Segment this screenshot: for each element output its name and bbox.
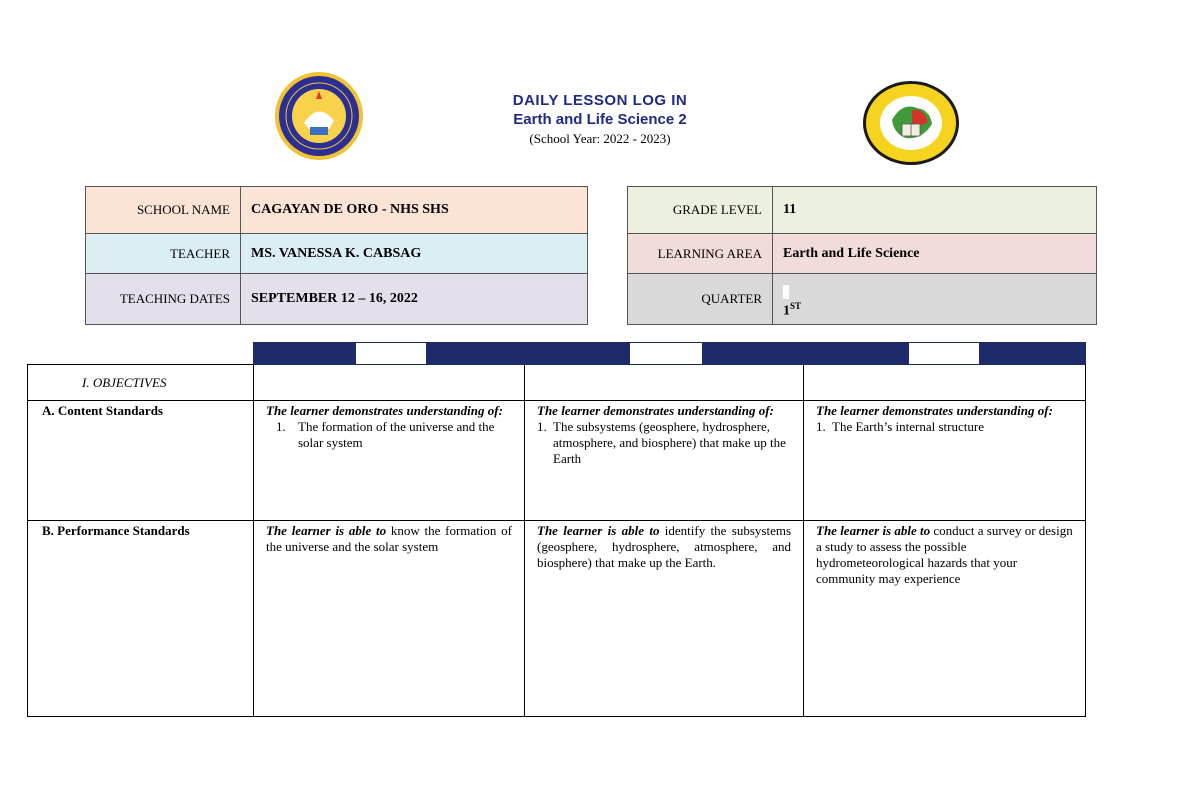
day-header-bar-3 [804,343,1086,365]
day-header-bar-2 [525,343,804,365]
content-lead: The learner demonstrates understanding of: [537,403,774,418]
content-standard-cell-1 [254,401,525,521]
objectives-cell-1 [254,365,525,401]
school-info-table [85,186,588,325]
performance-lead: The learner is able to [266,523,387,538]
grade-level-label: GRADE LEVEL [628,187,773,234]
objectives-label: I. OBJECTIVES [82,375,167,390]
list-number: 1. [816,419,826,434]
teaching-dates-value: SEPTEMBER 12 – 16, 2022 [241,274,588,325]
content-standards-heading [28,401,254,521]
quarter-value [773,274,1097,325]
deped-seal-logo [862,80,960,166]
list-number: 1. [537,419,547,434]
deped-seal-icon [862,80,960,166]
quarter-number: 1 [783,304,790,319]
learning-area-value: Earth and Life Science [773,234,1097,274]
performance-text: conduct a survey or design a study to assess the possible hydrometeorological hazards that your community may experience [816,523,1073,586]
performance-standards-heading [28,521,254,717]
document-subtitle: Earth and Life Science 2 [513,111,687,128]
bar-spacer [28,343,254,365]
performance-text: identify the subsystems (geosphere, hydrosphere, atmosphere, and biosphere) that make up the Earth. [537,523,792,570]
performance-standard-cell-3 [804,521,1086,717]
learning-area-label: LEARNING AREA [628,234,773,274]
quarter-suffix: ST [790,301,802,312]
content-standard-cell-2 [525,401,804,521]
objectives-cell-3 [804,365,1086,401]
performance-standard-cell-1 [254,521,525,717]
school-name-label: SCHOOL NAME [86,187,241,234]
school-year: (School Year: 2022 - 2023) [529,131,671,146]
day-header-bar-1 [254,343,525,365]
school-seal-logo [274,71,364,161]
performance-standards-label: B. Performance Standards [42,523,190,538]
objectives-cell-2 [525,365,804,401]
objectives-heading [28,365,254,401]
content-item: The subsystems (geosphere, hydrosphere, atmosphere, and biosphere) that make up the Earth [553,419,786,466]
list-number: 1. [276,419,286,434]
quarter-label: QUARTER [628,274,773,325]
content-item: The formation of the universe and the solar system [298,419,495,450]
content-item: The Earth’s internal structure [832,419,984,434]
performance-standard-cell-2 [525,521,804,717]
performance-lead: The learner is able to [816,523,931,538]
teaching-dates-label: TEACHING DATES [86,274,241,325]
class-info-table [627,186,1097,325]
document-title: DAILY LESSON LOG IN [512,92,688,109]
lesson-log-table [27,342,1086,717]
performance-lead: The learner is able to [537,523,660,538]
grade-level-value: 11 [773,187,1097,234]
teacher-value: MS. VANESSA K. CABSAG [241,234,588,274]
teacher-label: TEACHER [86,234,241,274]
content-standards-label: A. Content Standards [42,403,163,418]
content-standard-cell-3 [804,401,1086,521]
school-seal-icon [274,71,364,161]
content-lead: The learner demonstrates understanding of: [266,403,503,418]
content-lead: The learner demonstrates understanding of: [816,403,1053,418]
performance-text: know the formation of the universe and the solar system [266,523,512,554]
school-name-value: CAGAYAN DE ORO - NHS SHS [241,187,588,234]
